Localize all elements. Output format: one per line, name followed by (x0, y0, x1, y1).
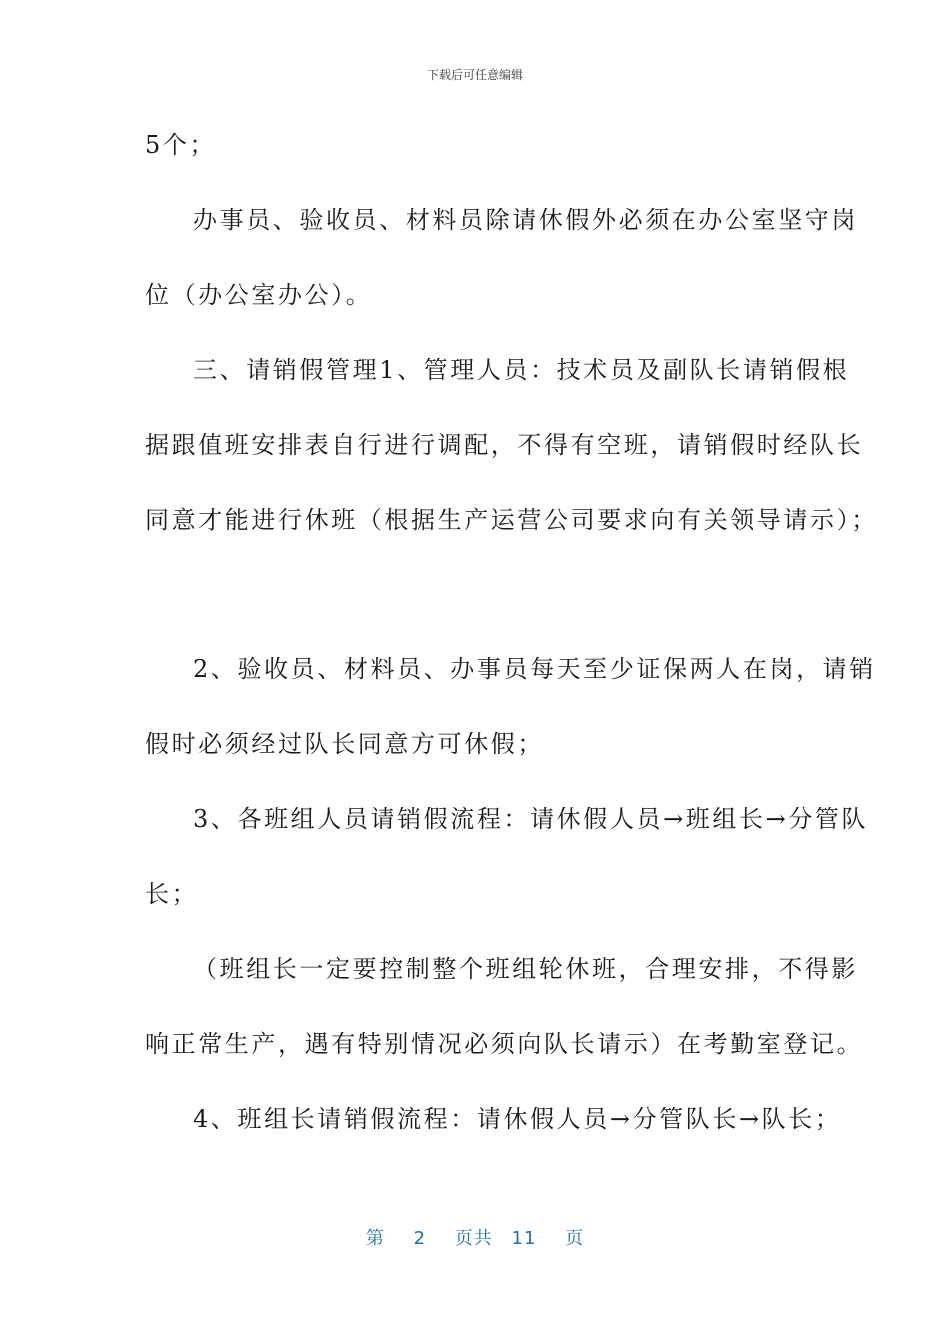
paragraph-line: 响正常生产，遇有特别情况必须向队长请示）在考勤室登记。 (145, 1030, 864, 1058)
paragraph-line: 据跟值班安排表自行进行调配，不得有空班，请销假时经队长 (145, 431, 864, 459)
paragraph-line: 假时必须经过队长同意方可休假； (145, 730, 544, 758)
paragraph-line: 三、请销假管理1、管理人员：技术员及副队长请销假根 (193, 356, 850, 384)
page-header: 下载后可任意编辑 (426, 68, 523, 82)
paragraph-line: （班组长一定要控制整个班组轮休班，合理安排，不得影 (193, 955, 858, 983)
footer-suffix: 页 (565, 1228, 585, 1249)
paragraph-line: 2、验收员、材料员、办事员每天至少证保两人在岗，请销 (193, 655, 876, 683)
paragraph-line: 4、班组长请销假流程：请休假人员→分管队长→队长； (193, 1105, 842, 1133)
footer-total-pages: 11 (511, 1228, 537, 1249)
footer-middle: 页共 (454, 1228, 493, 1249)
page-footer (0, 1224, 950, 1250)
paragraph-line: 3、各班组人员请销假流程：请休假人员→班组长→分管队 (193, 805, 869, 833)
paragraph-line: 5个； (145, 131, 217, 159)
paragraph-line: 同意才能进行休班（根据生产运营公司要求向有关领导请示）； (145, 506, 878, 534)
paragraph-line: 位（办公室办公）。 (145, 281, 373, 309)
paragraph-line: 办事员、验收员、材料员除请休假外必须在办公室坚守岗 (193, 206, 858, 234)
footer-prefix: 第 (365, 1228, 385, 1249)
paragraph-line: 长； (145, 880, 199, 908)
footer-page-number: 2 (413, 1228, 427, 1249)
